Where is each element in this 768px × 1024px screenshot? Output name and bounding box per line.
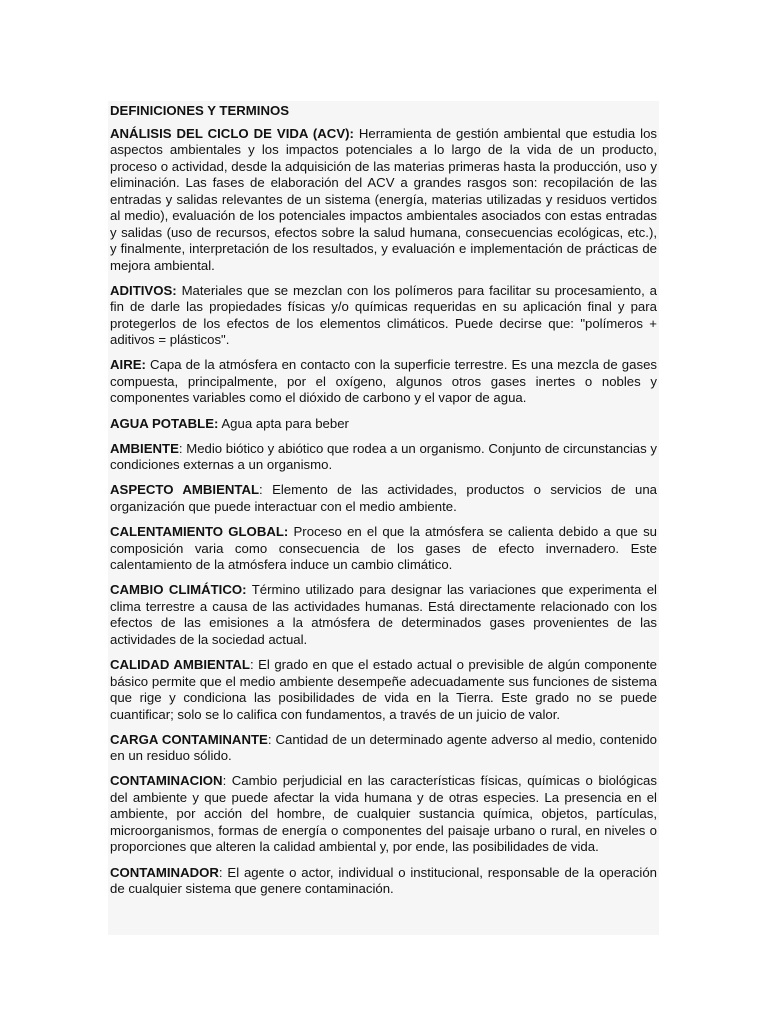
entry-calidad-ambiental [110, 657, 657, 723]
entry-carga-contaminante [110, 732, 657, 765]
entry-term: AIRE: [110, 357, 146, 373]
entry-calentamiento-global [110, 524, 657, 574]
entry-term: CARGA CONTAMINANTE [110, 731, 268, 747]
entry-definition: : Cantidad de un determinado agente adverso al medio, contenido en un residuo sólido. [110, 731, 657, 764]
entry-definition: Agua apta para beber [218, 415, 349, 431]
entry-definition: : El grado en que el estado actual o previsible de algún componente básico permite que el medio ambiente desempeñe adecuadamente sus funciones de sistema que rige y condiciona las posibilidades de vida en la Tierra. Este grado no se puede cuantificar; solo se lo califica con fundamentos, a través de un juicio de valor. [110, 657, 657, 722]
entry-aditivos [110, 283, 657, 349]
entry-term: CONTAMINADOR [110, 864, 219, 880]
entry-definition: Capa de la atmósfera en contacto con la superficie terrestre. Es una mezcla de gases compuesta, principalmente, por el oxígeno, algunos otros gases inertes o nobles y componentes variables como el dióxido de carbono y el vapor de agua. [110, 357, 657, 406]
entry-definition: Materiales que se mezclan con los polímeros para facilitar su procesamiento, a fin de darle las propiedades físicas y/o químicas requeridas en su aplicación final y para protegerlos de los efectos de los elementos climáticos. Puede decirse que: "polímeros + aditivos = plásticos". [110, 282, 657, 348]
entry-definition: Proceso en el que la atmósfera se calienta debido a que su composición varia como consecuencia de los gases de efecto invernadero. Este calentamiento de la atmósfera induce un cambio climático. [110, 524, 658, 573]
entry-term: CONTAMINACION [110, 773, 223, 789]
document-heading: DEFINICIONES Y TERMINOS [110, 103, 290, 118]
entry-aspecto-ambiental [110, 482, 657, 515]
entry-cambio-climatico [110, 582, 657, 648]
entry-definition: Término utilizado para designar las variaciones que experimenta el clima terrestre a causa de las actividades humanas. Está directamente relacionado con los efectos de las emisiones a la atmósfera de determinados gases provenientes de las actividades de la sociedad actual. [110, 582, 657, 647]
entry-agua-potable [110, 416, 657, 433]
entry-definition: : El agente o actor, individual o institucional, responsable de la operación de cualquier sistema que genere contaminación. [110, 864, 657, 897]
entry-term: ADITIVOS: [110, 282, 177, 298]
entry-contaminador [110, 865, 657, 898]
entry-acv [110, 126, 657, 275]
entry-definition: : Medio biótico y abiótico que rodea a un organismo. Conjunto de circunstancias y condiciones externas a un organismo. [110, 440, 657, 473]
entry-definition: : Cambio perjudicial en las características físicas, químicas o biológicas del ambiente y que puede afectar la vida humana y de otras especies. La presencia en el ambiente, por acción del hombre, de cualquier sustancia química, objetos, partículas, microorganismos, formas de energía o componentes del paisaje urbano o rural, en niveles o proporciones que alteren la calidad ambiental y, por ende, las posibilidades de vida. [110, 773, 657, 855]
entry-term: CALIDAD AMBIENTAL [110, 657, 250, 672]
entry-aire [110, 357, 657, 407]
entry-term: AGUA POTABLE: [110, 415, 219, 431]
document-content [108, 101, 659, 935]
entry-term: AMBIENTE [110, 440, 179, 456]
entry-term: ANÁLISIS DEL CICLO DE VIDA (ACV): [110, 125, 354, 141]
entry-term: CAMBIO CLIMÁTICO: [110, 582, 247, 598]
entry-term: CALENTAMIENTO GLOBAL: [110, 524, 289, 540]
entry-contaminacion [110, 773, 657, 856]
entry-definition: Herramienta de gestión ambiental que estudia los aspectos ambientales y los impactos potenciales a lo largo de la vida de un producto, proceso o actividad, desde la adquisición de las materias primeras hasta la producción, uso y eliminación. Las fases de elaboración del ACV a grandes rasgos son: recopilación de las entradas y salidas relevantes de un sistema (energía, materias utilizadas y residuos vertidos al medio), evaluación de los potenciales impactos ambientales asociados con estas entradas y salidas (uso de recursos, efectos sobre la salud humana, consecuencias ecológicas, etc.), y finalmente, interpretación de los resultados, y evaluación e implementación de prácticas de mejora ambiental. [110, 125, 657, 273]
entry-term: ASPECTO AMBIENTAL [110, 482, 260, 498]
entry-definition: : Elemento de las actividades, productos o servicios de una organización que puede interactuar con el medio ambiente. [110, 482, 657, 514]
entry-ambiente [110, 441, 657, 474]
